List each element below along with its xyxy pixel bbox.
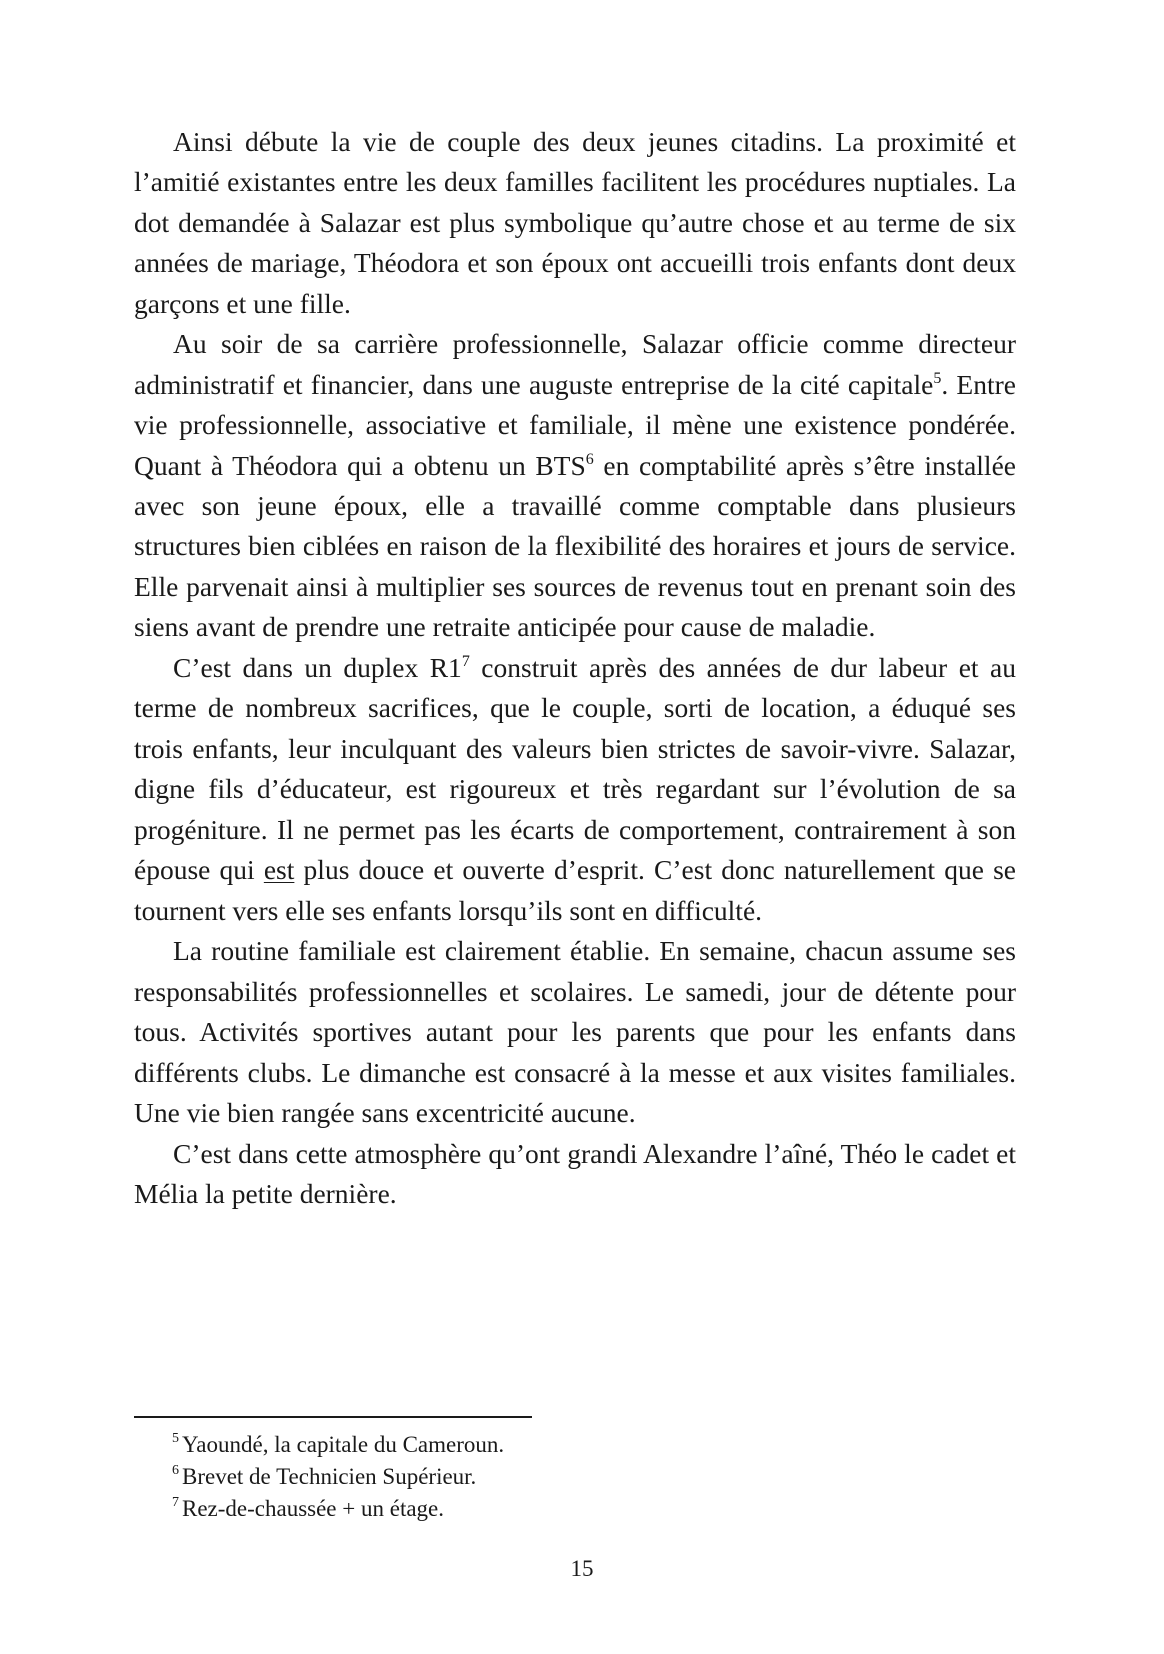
footnote-5	[172, 1429, 972, 1461]
footnote-number: 7	[172, 1495, 179, 1510]
footnote-number: 5	[172, 1431, 179, 1446]
footnote-7	[172, 1493, 972, 1525]
footnotes	[172, 1429, 972, 1525]
footnote-ref-7: 7	[461, 653, 470, 671]
footnote-text: Brevet de Technicien Supérieur.	[182, 1464, 477, 1489]
paragraph-5-text: C’est dans cette atmosphère qu’ont grandi Alexandre l’aîné, Théo le cadet et Mélia la petite dernière.	[134, 1137, 1016, 1210]
paragraph-1-text: Ainsi débute la vie de couple des deux jeunes citadins. La proximité et l’amitié existantes entre les deux familles facilitent les procédures nuptiales. La dot demandée à Salazar est plus symbolique qu’autre chose et au terme de six années de mariage, Théodora et son époux ont accueilli trois enfants dont deux garçons et une fille.	[134, 126, 1016, 319]
footnote-6	[172, 1461, 972, 1493]
footnote-text: Rez-de-chaussée + un étage.	[182, 1496, 445, 1521]
footnote-separator	[134, 1416, 532, 1418]
footnote-ref-6: 6	[585, 450, 594, 468]
paragraph-3-text-a: C’est dans un duplex R1	[173, 652, 462, 684]
paragraph-5	[134, 1134, 1016, 1215]
underlined-word: est	[263, 854, 295, 886]
paragraph-3	[134, 648, 1016, 931]
paragraph-2-text-c: en comptabilité après s’être installée avec son jeune époux, elle a travaillé comme comptable dans plusieurs structures bien ciblées en raison de la flexibilité des horaires et jours de service. Elle parvenait ainsi à multiplier ses sources de revenus tout en prenant soin des siens avant de prendre une retraite anticipée pour cause de maladie.	[134, 449, 1016, 643]
paragraph-2	[134, 324, 1016, 647]
page-number: 15	[570, 1556, 594, 1581]
paragraph-3-text-b: construit après des années de dur labeur et au terme de nombreux sacrifices, que le couple, sorti de location, a éduqué ses trois enfants, leur inculquant des valeurs bien strictes de savoir-vivre. Salazar, digne fils d’éducateur, est rigoureux et très regardant sur l’évolution de sa progéniture. Il ne permet pas les écarts de comportement, contrairement à son épouse qui	[134, 652, 1016, 886]
paragraph-1	[134, 122, 1016, 324]
paragraph-2-text-b: . Entre vie professionnelle, associative et familiale, il mène une existence pondérée. Quant à Théodora qui a obtenu un BTS	[134, 368, 1016, 481]
paragraph-4	[134, 931, 1016, 1133]
paragraph-2-text-a: Au soir de sa carrière professionnelle, Salazar officie comme directeur administratif et financier, dans une auguste entreprise de la cité capitale	[134, 328, 1016, 400]
paragraph-4-text: La routine familiale est clairement établie. En semaine, chacun assume ses responsabilités professionnelles et scolaires. Le samedi, jour de détente pour tous. Activités sportives autant pour les parents que pour les enfants dans différents clubs. Le dimanche est consacré à la messe et aux visites familiales. Une vie bien rangée sans excentricité aucune.	[134, 935, 1016, 1128]
main-text	[134, 122, 1016, 1215]
footnote-number: 6	[172, 1463, 179, 1478]
paragraph-3-text-c: plus douce et ouverte d’esprit. C’est donc naturellement que se tournent vers elle ses enfants lorsqu’ils sont en difficulté.	[134, 854, 1016, 926]
footnote-ref-5: 5	[933, 369, 942, 387]
footnote-text: Yaoundé, la capitale du Cameroun.	[182, 1432, 505, 1457]
